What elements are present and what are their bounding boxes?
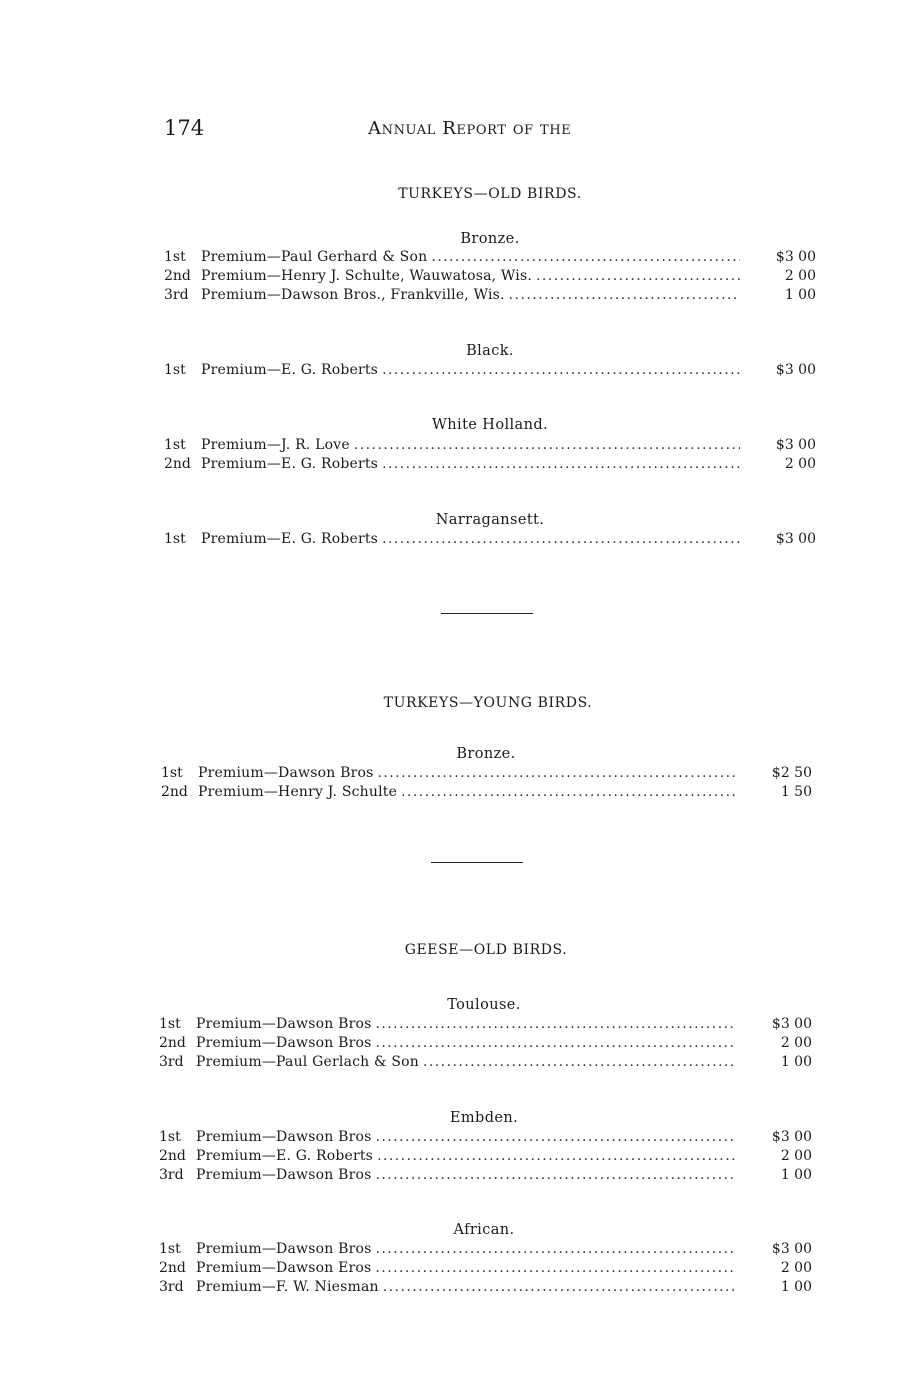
premium-row	[164, 248, 816, 267]
premium-list	[159, 1015, 812, 1072]
premium-list	[159, 1240, 812, 1297]
amount: 2 00	[780, 1035, 812, 1051]
rank: 1st	[159, 1241, 181, 1257]
premium-row	[159, 1147, 812, 1166]
dot-leader	[382, 455, 740, 474]
amount: $3 00	[775, 531, 816, 547]
rank: 1st	[164, 362, 186, 378]
premium-row	[164, 267, 816, 286]
rank: 3rd	[159, 1167, 184, 1183]
dot-leader	[401, 783, 736, 802]
rank: 1st	[164, 249, 186, 265]
premium-list	[164, 436, 816, 474]
group-title: Narragansett.	[435, 512, 545, 528]
section-divider	[431, 862, 523, 863]
rank: 2nd	[159, 1260, 186, 1276]
rank: 3rd	[159, 1279, 184, 1295]
page-header	[0, 116, 900, 146]
entry: Premium—Dawson Bros	[196, 1167, 372, 1183]
amount: 2 00	[780, 1148, 812, 1164]
dot-leader	[423, 1053, 736, 1072]
rank: 1st	[161, 765, 183, 781]
entry: Premium—Henry J. Schulte	[198, 784, 398, 800]
premium-row	[159, 1278, 812, 1297]
premium-row	[164, 455, 816, 474]
rank: 2nd	[161, 784, 188, 800]
premium-row	[159, 1015, 812, 1034]
group-title: Black.	[466, 343, 514, 359]
premium-list	[159, 1128, 812, 1185]
dot-leader	[375, 1015, 736, 1034]
dot-leader	[375, 1259, 736, 1278]
entry: Premium—Dawson Eros	[196, 1260, 372, 1276]
amount: $3 00	[771, 1016, 812, 1032]
premium-row	[159, 1053, 812, 1072]
premium-row	[164, 530, 816, 549]
amount: $3 00	[775, 362, 816, 378]
entry: Premium—E. G. Roberts	[196, 1148, 374, 1164]
premium-row	[159, 1128, 812, 1147]
premium-list	[164, 361, 816, 380]
premium-row	[161, 764, 812, 783]
premium-row	[164, 361, 816, 380]
premium-row	[164, 436, 816, 455]
amount: $3 00	[771, 1129, 812, 1145]
dot-leader	[375, 1128, 736, 1147]
entry: Premium—E. G. Roberts	[201, 362, 379, 378]
dot-leader	[431, 248, 740, 267]
rank: 1st	[164, 531, 186, 547]
group-title: Embden.	[449, 1110, 519, 1126]
rank: 1st	[159, 1129, 181, 1145]
entry: Premium—Paul Gerlach & Son	[196, 1054, 419, 1070]
amount: $3 00	[775, 249, 816, 265]
dot-leader	[377, 1147, 736, 1166]
entry: Premium—J. R. Love	[201, 437, 350, 453]
dot-leader	[383, 1278, 736, 1297]
section-divider	[441, 613, 533, 614]
premium-row	[159, 1034, 812, 1053]
dot-leader	[536, 267, 740, 286]
entry: Premium—Dawson Bros	[196, 1129, 372, 1145]
amount: $3 00	[775, 437, 816, 453]
amount: $2 50	[771, 765, 812, 781]
group-title: African.	[453, 1222, 515, 1238]
section-title: GEESE—OLD BIRDS.	[404, 942, 568, 958]
entry: Premium—Henry J. Schulte, Wauwatosa, Wis.	[201, 268, 532, 284]
group-title: Bronze.	[460, 231, 520, 247]
entry: Premium—Dawson Bros	[196, 1035, 372, 1051]
section-title: TURKEYS—OLD BIRDS.	[398, 186, 582, 202]
entry: Premium—Dawson Bros	[196, 1016, 372, 1032]
entry: Premium—E. G. Roberts	[201, 531, 379, 547]
premium-row	[164, 286, 816, 305]
entry: Premium—Dawson Bros	[198, 765, 374, 781]
rank: 2nd	[159, 1148, 186, 1164]
rank: 1st	[164, 437, 186, 453]
amount: 1 50	[780, 784, 812, 800]
dot-leader	[382, 361, 740, 380]
rank: 2nd	[159, 1035, 186, 1051]
dot-leader	[375, 1240, 736, 1259]
dot-leader	[375, 1166, 736, 1185]
amount: 1 00	[780, 1054, 812, 1070]
dot-leader	[509, 286, 740, 305]
group-title: Toulouse.	[447, 997, 521, 1013]
amount: 2 00	[780, 1260, 812, 1276]
premium-row	[159, 1259, 812, 1278]
group-title: Bronze.	[456, 746, 516, 762]
entry: Premium—Dawson Bros., Frankville, Wis.	[201, 287, 505, 303]
premium-list	[164, 248, 816, 305]
dot-leader	[354, 436, 740, 455]
entry: Premium—E. G. Roberts	[201, 456, 379, 472]
section-title: TURKEYS—YOUNG BIRDS.	[383, 695, 593, 711]
premium-list	[164, 530, 816, 549]
entry: Premium—Dawson Bros	[196, 1241, 372, 1257]
amount: 1 00	[784, 287, 816, 303]
premium-row	[159, 1240, 812, 1259]
entry: Premium—Paul Gerhard & Son	[201, 249, 428, 265]
amount: 1 00	[780, 1167, 812, 1183]
rank: 2nd	[164, 456, 191, 472]
rank: 2nd	[164, 268, 191, 284]
running-head: Annual Report of the	[368, 118, 572, 139]
rank: 1st	[159, 1016, 181, 1032]
rank: 3rd	[159, 1054, 184, 1070]
dot-leader	[375, 1034, 736, 1053]
dot-leader	[377, 764, 736, 783]
page-number: 174	[164, 116, 205, 140]
amount: 1 00	[780, 1279, 812, 1295]
amount: 2 00	[784, 456, 816, 472]
premium-row	[159, 1166, 812, 1185]
amount: $3 00	[771, 1241, 812, 1257]
rank: 3rd	[164, 287, 189, 303]
premium-row	[161, 783, 812, 802]
amount: 2 00	[784, 268, 816, 284]
premium-list	[161, 764, 812, 802]
entry: Premium—F. W. Niesman	[196, 1279, 379, 1295]
group-title: White Holland.	[431, 417, 549, 433]
dot-leader	[382, 530, 740, 549]
